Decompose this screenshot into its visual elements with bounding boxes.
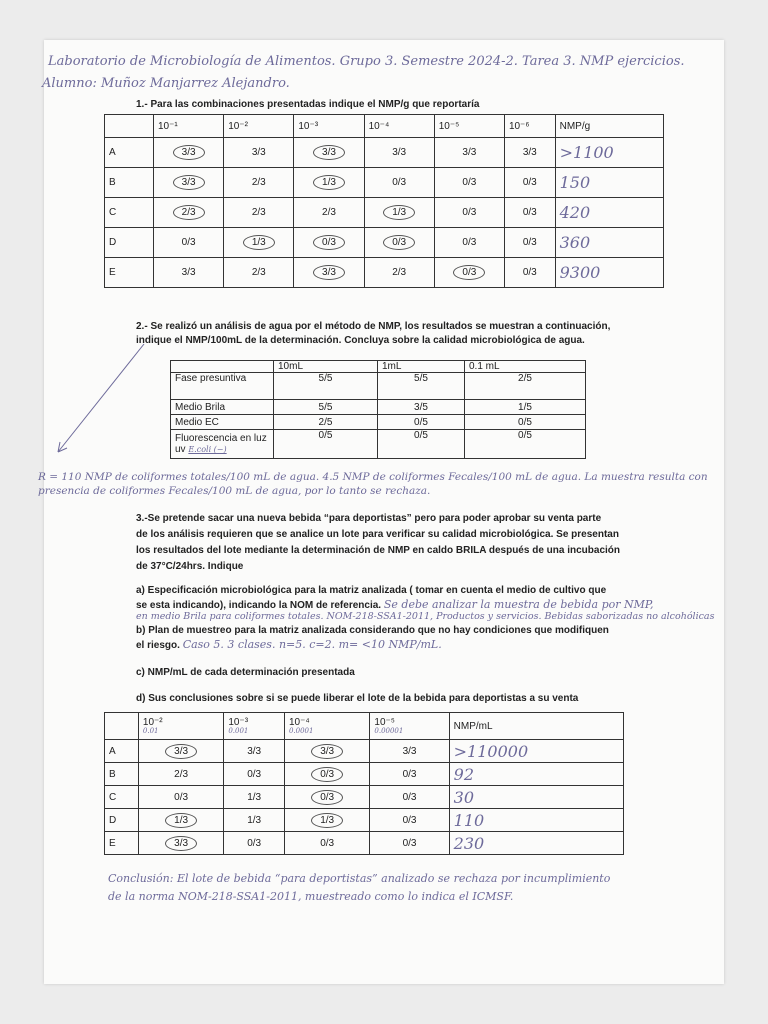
table-cell: 0/3 xyxy=(504,198,555,228)
table-cell: 0/5 xyxy=(464,430,585,459)
table-cell: 0/3 xyxy=(434,198,504,228)
table-cell xyxy=(294,228,364,258)
circled-value: 0/3 xyxy=(453,265,485,280)
nmp-answer: 230 xyxy=(449,832,623,855)
q3-col-2-label: 10⁻³ xyxy=(228,717,249,728)
table-cell: 1/3 xyxy=(224,786,285,809)
table-row xyxy=(105,763,624,786)
row-label: B xyxy=(105,168,154,198)
row-label-text: Fluorescencia en luz uv xyxy=(175,433,267,455)
q1-col-3: 10⁻³ xyxy=(294,115,364,138)
q3-b-line-2-text: el riesgo. xyxy=(136,640,180,651)
q1-col-7: NMP/g xyxy=(555,115,663,138)
table-cell: 0/5 xyxy=(378,430,465,459)
table-cell: 2/3 xyxy=(224,168,294,198)
table-cell: 3/3 xyxy=(364,138,434,168)
q2-title-line-2: indique el NMP/100mL de la determinación. Concluya sobre la calidad microbiológica de agua. xyxy=(136,335,585,346)
table-cell: 5/5 xyxy=(274,400,378,415)
table-row xyxy=(171,400,586,415)
table-cell xyxy=(138,832,223,855)
row-label: Medio Brila xyxy=(171,400,274,415)
table-cell: 1/3 xyxy=(224,809,285,832)
q1-title: 1.- Para las combinaciones presentadas indique el NMP/g que reportaría xyxy=(136,99,480,110)
table-cell xyxy=(364,228,434,258)
q3-b-line-1: b) Plan de muestreo para la matriz analizada considerando que no hay condiciones que modifiquen xyxy=(136,625,609,636)
q3-intro-line-1: 3.-Se pretende sacar una nueva bebida “para deportistas” pero para poder aprobar su venta parte xyxy=(136,513,602,524)
table-cell: 2/3 xyxy=(364,258,434,288)
table-cell: 2/5 xyxy=(464,373,585,400)
table-cell: 0/5 xyxy=(464,415,585,430)
table-cell: 2/3 xyxy=(224,258,294,288)
table-row xyxy=(171,415,586,430)
circled-value: 3/3 xyxy=(313,145,345,160)
q3-c: c) NMP/mL de cada determinación presentada xyxy=(136,667,355,678)
circled-value: 0/3 xyxy=(383,235,415,250)
circled-value: 1/3 xyxy=(313,175,345,190)
table-cell: 2/5 xyxy=(274,415,378,430)
table-cell: 0/3 xyxy=(364,168,434,198)
table-cell: 3/3 xyxy=(504,138,555,168)
q3-col-3-label: 10⁻⁴ xyxy=(288,717,310,728)
table-row xyxy=(171,373,586,400)
q1-col-0 xyxy=(105,115,154,138)
header-line-2: Alumno: Muñoz Manjarrez Alejandro. xyxy=(42,76,290,91)
q3-intro-line-3: los resultados del lote mediante la determinación de NMP en caldo BRILA después de una incubación xyxy=(136,545,620,556)
conclusion-line-1: Conclusión: El lote de bebida “para deportistas” analizado se rechaza por incumplimiento xyxy=(108,872,611,885)
circled-value: 3/3 xyxy=(311,744,343,759)
q3-intro-line-2: de los análisis requieren que se analice un lote para verificar su calidad microbiológica. Se presentan xyxy=(136,529,619,540)
row-label xyxy=(171,430,274,459)
table-cell: 0/3 xyxy=(370,809,449,832)
table-cell: 0/3 xyxy=(504,168,555,198)
row-label: A xyxy=(105,138,154,168)
table-row xyxy=(171,430,586,459)
table-cell: 2/3 xyxy=(224,198,294,228)
table-cell: 0/3 xyxy=(224,832,285,855)
table-cell: 0/3 xyxy=(370,832,449,855)
table-row xyxy=(105,258,664,288)
table-cell xyxy=(138,740,223,763)
q3-b-line-2 xyxy=(136,638,442,653)
q3-header-row xyxy=(105,713,624,740)
q3-col-2 xyxy=(224,713,285,740)
row-label: E xyxy=(105,258,154,288)
table-cell: 0/3 xyxy=(138,786,223,809)
q1-col-4: 10⁻⁴ xyxy=(364,115,434,138)
table-cell xyxy=(154,198,224,228)
table-cell xyxy=(284,763,369,786)
q3-col-5: NMP/mL xyxy=(449,713,623,740)
table-cell: 0/3 xyxy=(434,168,504,198)
circled-value: 2/3 xyxy=(173,205,205,220)
table-row xyxy=(105,228,664,258)
q2-answer: R = 110 NMP de coliformes totales/100 mL de agua. 4.5 NMP de coliformes Fecales/100 mL de agua. La muestra resulta con presencia de coliformes Fecales/100 mL de agua, por lo tanto se rechaza. xyxy=(38,471,708,497)
table-cell: 5/5 xyxy=(274,373,378,400)
table-cell: 0/3 xyxy=(370,763,449,786)
circled-value: 3/3 xyxy=(173,145,205,160)
table-cell: 0/3 xyxy=(154,228,224,258)
nmp-answer: >1100 xyxy=(555,138,663,168)
q3-a-answer-line-1: Se debe analizar la muestra de bebida por NMP, xyxy=(383,598,654,611)
q3-col-2-note: 0.001 xyxy=(228,727,249,735)
nmp-answer: 110 xyxy=(449,809,623,832)
q1-header-row xyxy=(105,115,664,138)
table-cell: 2/3 xyxy=(138,763,223,786)
table-cell: 3/3 xyxy=(224,138,294,168)
table-row xyxy=(105,786,624,809)
circled-value: 3/3 xyxy=(313,265,345,280)
table-cell: 0/5 xyxy=(274,430,378,459)
table-row xyxy=(105,168,664,198)
q2-col-0 xyxy=(171,361,274,373)
nmp-answer: 92 xyxy=(449,763,623,786)
q3-col-1-label: 10⁻² xyxy=(142,717,163,728)
q3-col-0 xyxy=(105,713,139,740)
row-label: D xyxy=(105,809,139,832)
q3-col-3 xyxy=(284,713,369,740)
circled-value: 1/3 xyxy=(311,813,343,828)
q2-col-2: 1mL xyxy=(378,361,465,373)
q2-col-3: 0.1 mL xyxy=(464,361,585,373)
q2-col-1: 10mL xyxy=(274,361,378,373)
q3-col-1-note: 0.01 xyxy=(142,727,159,735)
circled-value: 3/3 xyxy=(173,175,205,190)
circled-value: 0/3 xyxy=(311,790,343,805)
conclusion-line-2: de la norma NOM-218-SSA1-2011, muestreado como lo indica el ICMSF. xyxy=(108,890,514,903)
table-cell xyxy=(138,809,223,832)
table-row xyxy=(105,138,664,168)
table-cell: 3/3 xyxy=(224,740,285,763)
q1-col-6: 10⁻⁶ xyxy=(504,115,555,138)
nmp-answer: 150 xyxy=(555,168,663,198)
table-cell xyxy=(154,168,224,198)
table-cell xyxy=(284,786,369,809)
table-row xyxy=(105,740,624,763)
table-cell xyxy=(434,258,504,288)
q3-table xyxy=(104,712,624,855)
table-cell: 0/3 xyxy=(504,258,555,288)
row-label: C xyxy=(105,786,139,809)
table-cell: 3/3 xyxy=(434,138,504,168)
table-cell xyxy=(154,138,224,168)
nmp-answer: 9300 xyxy=(555,258,663,288)
q3-b-answer: Caso 5. 3 clases. n=5. c=2. m= <10 NMP/mL. xyxy=(182,638,442,651)
q3-col-4-label: 10⁻⁵ xyxy=(374,717,395,728)
table-cell: 1/5 xyxy=(464,400,585,415)
answer-arrow xyxy=(44,340,154,465)
circled-value: 1/3 xyxy=(165,813,197,828)
q3-intro-line-4: de 37°C/24hrs. Indique xyxy=(136,561,244,572)
worksheet-page xyxy=(38,40,724,984)
table-cell xyxy=(294,258,364,288)
q2-title-line-1: 2.- Se realizó un análisis de agua por el método de NMP, los resultados se muestran a continuación, xyxy=(136,321,611,332)
row-label: C xyxy=(105,198,154,228)
circled-value: 3/3 xyxy=(165,836,197,851)
table-cell xyxy=(224,228,294,258)
table-cell: 3/3 xyxy=(370,740,449,763)
circled-value: 1/3 xyxy=(383,205,415,220)
ecoli-note: E.coli (−) xyxy=(188,445,227,454)
q3-a-line-2-text: se esta indicando), indicando la NOM de referencia. xyxy=(136,600,382,611)
q1-col-2: 10⁻² xyxy=(224,115,294,138)
circled-value: 1/3 xyxy=(243,235,275,250)
q1-col-5: 10⁻⁵ xyxy=(434,115,504,138)
circled-value: 0/3 xyxy=(313,235,345,250)
table-row xyxy=(105,832,624,855)
table-row xyxy=(105,809,624,832)
circled-value: 0/3 xyxy=(311,767,343,782)
table-cell: 0/3 xyxy=(370,786,449,809)
nmp-answer: 360 xyxy=(555,228,663,258)
nmp-answer: 30 xyxy=(449,786,623,809)
table-cell: 3/3 xyxy=(154,258,224,288)
row-label: Medio EC xyxy=(171,415,274,430)
table-cell: 2/3 xyxy=(294,198,364,228)
header-line-1: Laboratorio de Microbiología de Alimentos. Grupo 3. Semestre 2024-2. Tarea 3. NMP ejercicios. xyxy=(48,54,685,69)
table-cell xyxy=(364,198,434,228)
table-cell: 5/5 xyxy=(378,373,465,400)
q1-table xyxy=(104,114,664,288)
q3-d: d) Sus conclusiones sobre si se puede liberar el lote de la bebida para deportistas a su venta xyxy=(136,693,579,704)
table-cell: 0/3 xyxy=(434,228,504,258)
table-cell: 0/5 xyxy=(378,415,465,430)
table-cell: 0/3 xyxy=(504,228,555,258)
q2-table xyxy=(170,360,586,459)
q1-col-1: 10⁻¹ xyxy=(154,115,224,138)
q3-a-line-1: a) Especificación microbiológica para la matriz analizada ( tomar en cuenta el medio de cultivo que xyxy=(136,585,607,596)
nmp-answer: >110000 xyxy=(449,740,623,763)
table-cell: 3/5 xyxy=(378,400,465,415)
table-cell xyxy=(294,168,364,198)
table-cell xyxy=(294,138,364,168)
table-row xyxy=(105,198,664,228)
circled-value: 3/3 xyxy=(165,744,197,759)
row-label: B xyxy=(105,763,139,786)
nmp-answer: 420 xyxy=(555,198,663,228)
row-label: D xyxy=(105,228,154,258)
table-cell: 0/3 xyxy=(224,763,285,786)
row-label: A xyxy=(105,740,139,763)
q3-col-1 xyxy=(138,713,223,740)
q2-header-row xyxy=(171,361,586,373)
table-cell: 0/3 xyxy=(284,832,369,855)
q3-col-3-note: 0.0001 xyxy=(288,727,314,735)
q3-col-4-note: 0.00001 xyxy=(374,727,404,735)
table-cell xyxy=(284,740,369,763)
q3-a-answer-line-2: en medio Brila para coliformes totales. NOM-218-SSA1-2011, Productos y servicios. Bebidas saborizadas no alcohólicas xyxy=(136,611,715,622)
table-cell xyxy=(284,809,369,832)
row-label: E xyxy=(105,832,139,855)
row-label: Fase presuntiva xyxy=(171,373,274,400)
q3-col-4 xyxy=(370,713,449,740)
